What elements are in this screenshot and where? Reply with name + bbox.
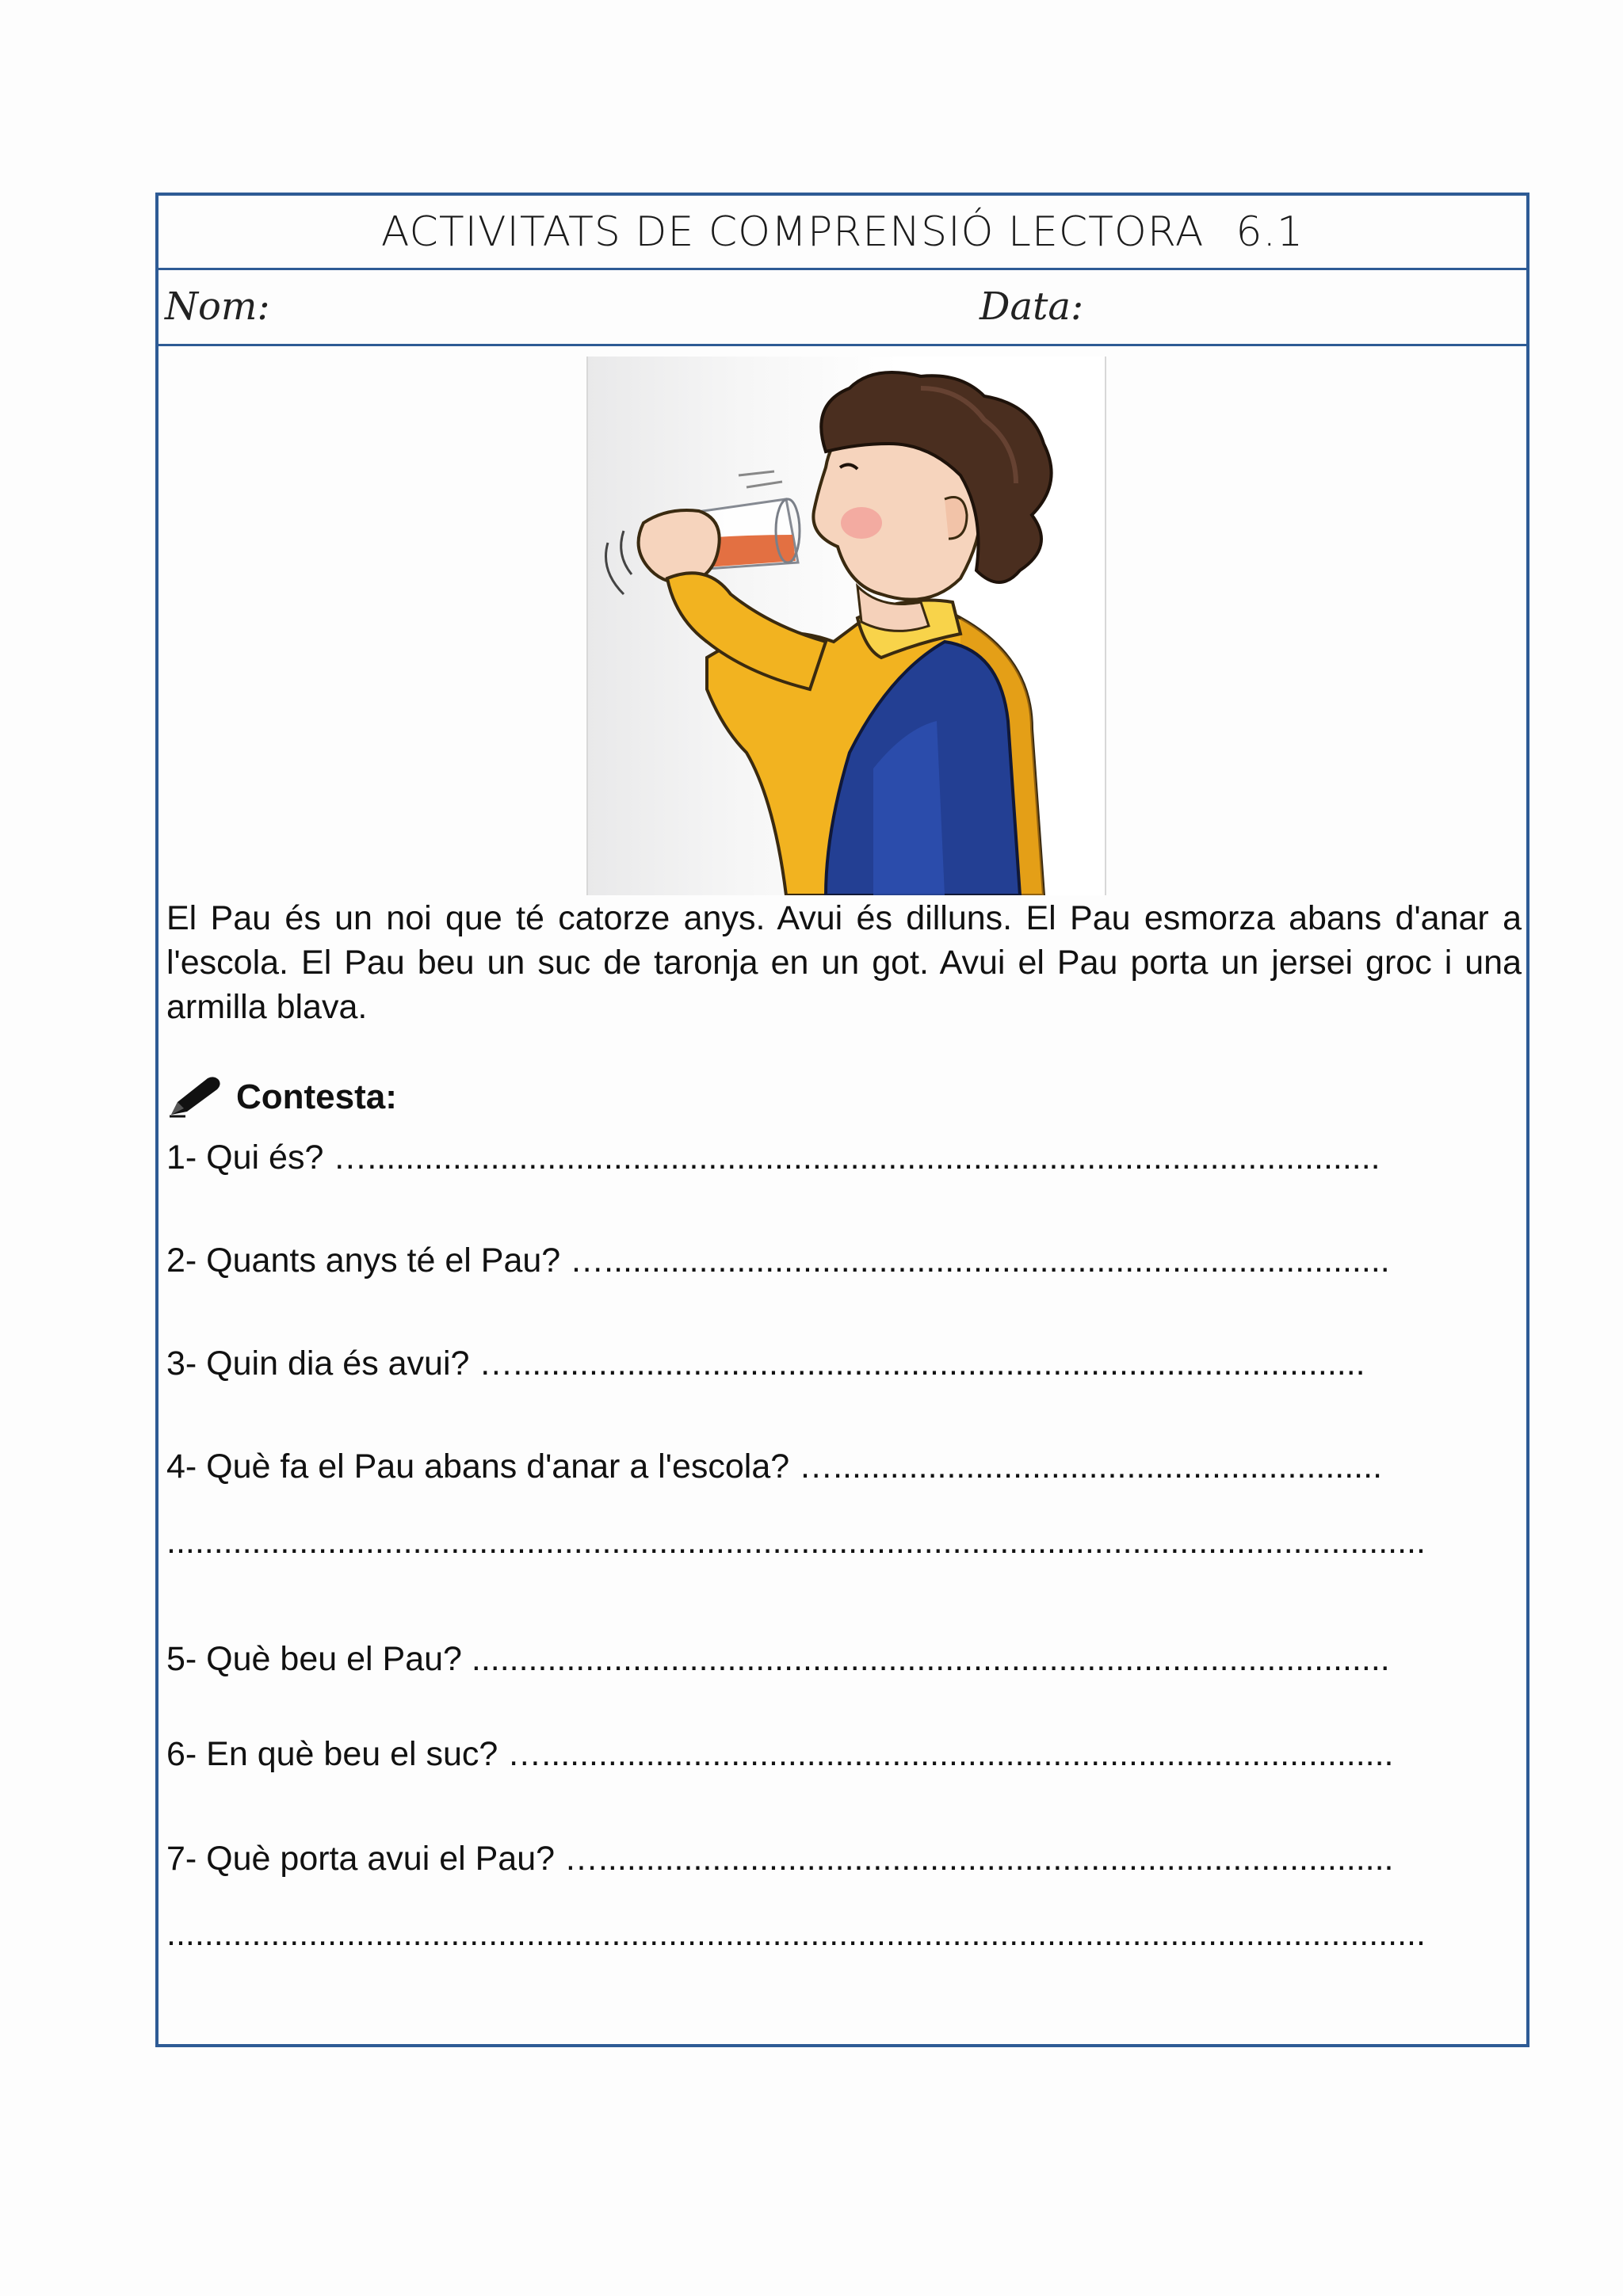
boy-drinking-illustration [586,357,1106,895]
name-date-row [158,270,1526,346]
question-3: 3- Quin dia és avui? ….......................................................................................... [166,1344,1365,1383]
answer-line-7: ..................................................................................................................................... [166,1915,1426,1953]
question-1: 1- Qui és? …........................................................................................................... [166,1138,1381,1177]
question-5: 5- Què beu el Pau? ................................................................................................. [166,1640,1390,1678]
contesta-heading [166,1075,397,1119]
answer-line-4: ..................................................................................................................................... [166,1523,1426,1561]
name-label: Nom: [165,284,270,329]
question-4: 4- Què fa el Pau abans d'anar a l'escola? ….......................................................... [166,1447,1383,1486]
pencil-icon [166,1075,222,1119]
question-2: 2- Quants anys té el Pau? …................................................................................... [166,1241,1390,1280]
question-6: 6- En què beu el suc? ….......................................................................................... [166,1735,1394,1773]
page-title: ACTIVITATS DE COMPRENSIÓ LECTORA [380,208,1205,256]
question-7: 7- Què porta avui el Pau? ….................................................................................... [166,1840,1394,1878]
title-row [158,196,1526,270]
activity-number: 6.1 [1235,208,1304,256]
contesta-label: Contesta: [236,1077,397,1116]
reading-text: El Pau és un noi que té catorze anys. Avui és dilluns. El Pau esmorza abans d'anar a l'escola. El Pau beu un suc de taronja en un got. Avui el Pau porta un jersei groc i una armilla blava. [166,899,1522,1026]
worksheet [155,193,1529,2047]
date-label: Data: [980,284,1084,329]
